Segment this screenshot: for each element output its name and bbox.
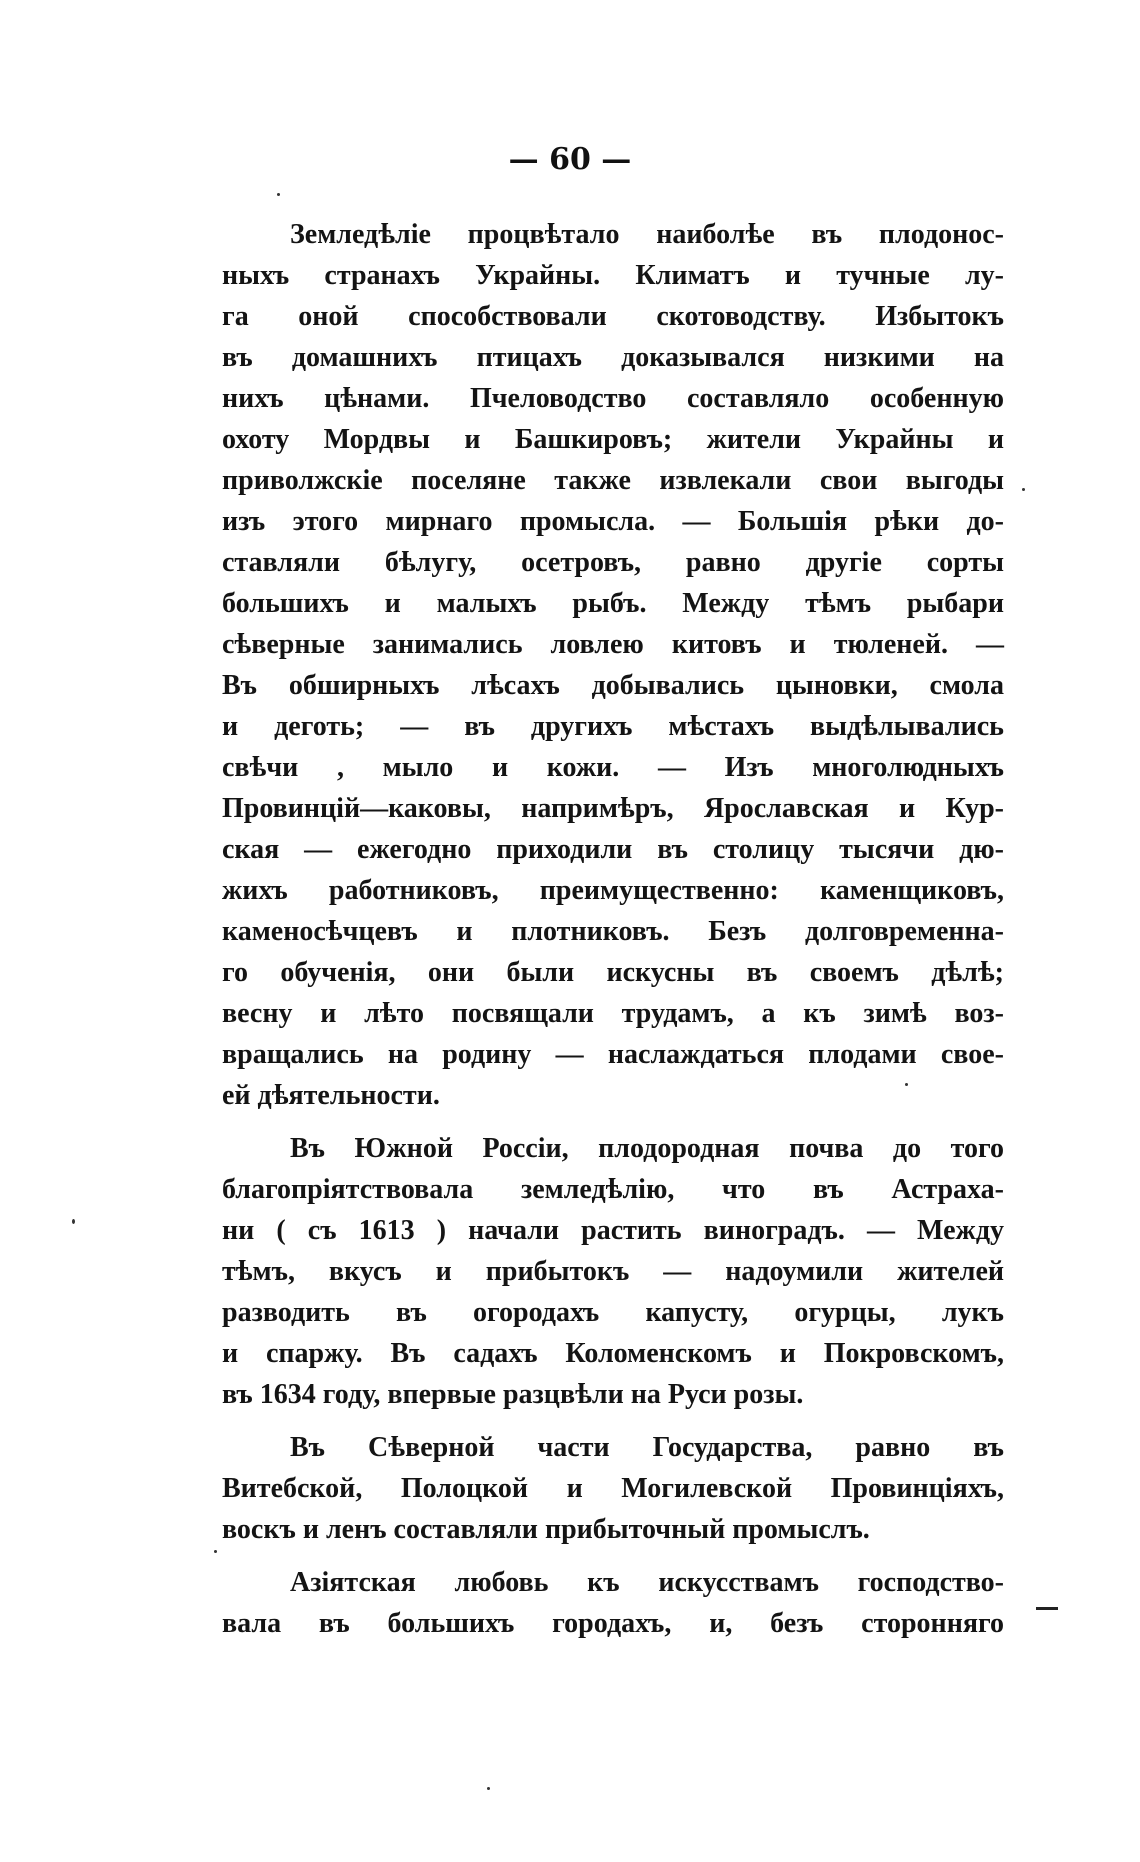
text-line: благопріятствовала земледѣлію, что въ Астраха-: [222, 1174, 1004, 1205]
text-line: Земледѣліе процвѣтало наиболѣе въ плодонос-: [290, 219, 1004, 250]
scan-speck: [277, 193, 280, 196]
text-line: Провинцій—каковы, напримѣръ, Ярославская и Кур-: [222, 793, 1004, 824]
text-line: го обученія, они были искусны въ своемъ дѣлѣ;: [222, 957, 1004, 988]
text-line: вращались на родину — наслаждаться плодами свое-: [222, 1039, 1004, 1070]
text-line: га оной способствовали скотоводству. Избытокъ: [222, 301, 1004, 332]
scan-edge-mark: [1036, 1607, 1058, 1610]
text-line: ни ( съ 1613 ) начали растить виноградъ. — Между: [222, 1215, 1004, 1246]
text-line: охоту Мордвы и Башкировъ; жители Украйны и: [222, 424, 1004, 455]
text-line: изъ этого мирнаго промысла. — Большія рѣки до-: [222, 506, 1004, 537]
paragraph-south-russia: [222, 1128, 1004, 1415]
text-line: разводить въ огородахъ капусту, огурцы, лукъ: [222, 1297, 1004, 1328]
paragraph-asiatic: [222, 1562, 1004, 1644]
scan-speck: [72, 1219, 75, 1224]
text-line: Азіятская любовь къ искусствамъ господство-: [290, 1567, 1004, 1598]
text-line: ставляли бѣлугу, осетровъ, равно другіе сорты: [222, 547, 1004, 578]
text-line: каменосѣчцевъ и плотниковъ. Безъ долговременна-: [222, 916, 1004, 947]
text-line: сѣверные занимались ловлею китовъ и тюленей. —: [222, 629, 1004, 660]
text-line: и деготь; — въ другихъ мѣстахъ выдѣлывались: [222, 711, 1004, 742]
text-line: Въ обширныхъ лѣсахъ добывались цыновки, смола: [222, 670, 1004, 701]
text-line: ская — ежегодно приходили въ столицу тысячи дю-: [222, 834, 1004, 865]
text-line: приволжскіе поселяне также извлекали свои выгоды: [222, 465, 1004, 496]
text-line: и спаржу. Въ садахъ Коломенскомъ и Покровскомъ,: [222, 1338, 1004, 1369]
text-line: вала въ большихъ городахъ, и, безъ сторонняго: [222, 1608, 1004, 1639]
scan-speck: [214, 1550, 217, 1553]
text-line: въ 1634 году, впервые разцвѣли на Руси розы.: [222, 1379, 804, 1410]
body-text: [222, 214, 1004, 1644]
page-number: — 60 —: [508, 142, 632, 177]
text-line: тѣмъ, вкусъ и прибытокъ — надоумили жителей: [222, 1256, 1004, 1287]
text-line: Витебской, Полоцкой и Могилевской Провинціяхъ,: [222, 1473, 1004, 1504]
text-line: Въ Южной Россіи, плодородная почва до того: [290, 1133, 1004, 1164]
text-line: воскъ и ленъ составляли прибыточный промыслъ.: [222, 1514, 870, 1545]
paragraph-agriculture: [222, 214, 1004, 1116]
text-line: свѣчи , мыло и кожи. — Изъ многолюдныхъ: [222, 752, 1004, 783]
scan-speck: [905, 1083, 908, 1086]
text-line: жихъ работниковъ, преимущественно: каменщиковъ,: [222, 875, 1004, 906]
text-line: нихъ цѣнами. Пчеловодство составляло особенную: [222, 383, 1004, 414]
scan-speck: [1022, 488, 1025, 491]
text-line: весну и лѣто посвящали трудамъ, а къ зимѣ воз-: [222, 998, 1004, 1029]
text-line: Въ Сѣверной части Государства, равно въ: [290, 1432, 1004, 1463]
text-line: ей дѣятельности.: [222, 1080, 440, 1111]
text-line: ныхъ странахъ Украйны. Климатъ и тучные лу-: [222, 260, 1004, 291]
paragraph-north: [222, 1427, 1004, 1550]
text-line: большихъ и малыхъ рыбъ. Между тѣмъ рыбари: [222, 588, 1004, 619]
text-line: въ домашнихъ птицахъ доказывался низкими на: [222, 342, 1004, 373]
scan-speck: [487, 1787, 490, 1790]
